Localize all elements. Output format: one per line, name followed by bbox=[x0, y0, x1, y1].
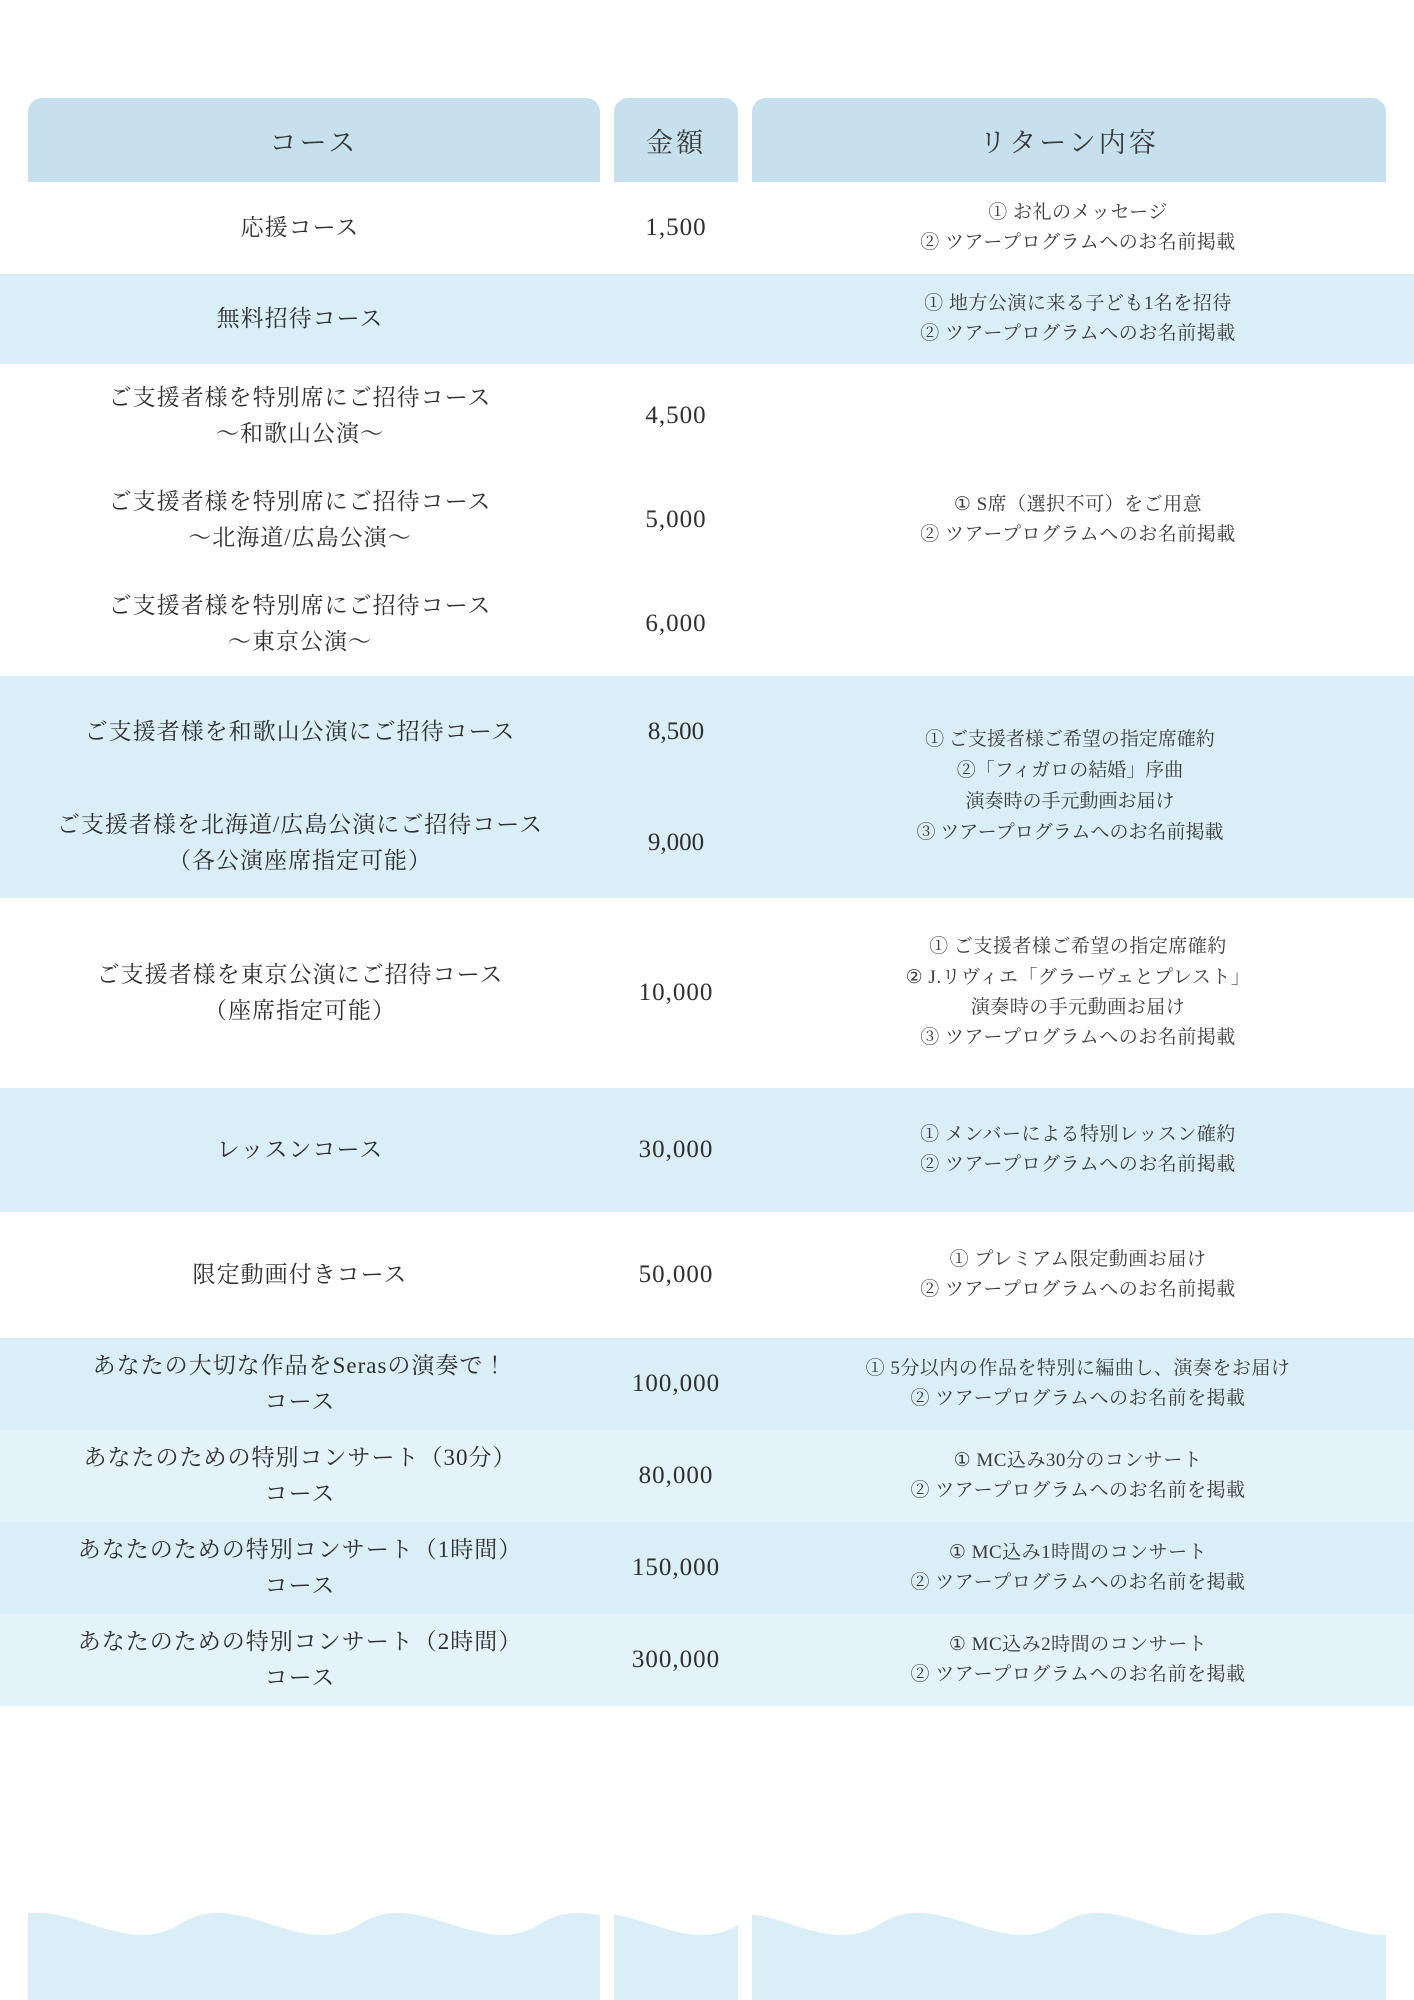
return-line: ① ご支援者様ご希望の指定席確約 bbox=[929, 936, 1227, 958]
return-line: ② ツアープログラムへのお名前掲載 bbox=[920, 232, 1236, 253]
course-label: ご支援者様を特別席にご招待コース bbox=[108, 385, 492, 411]
return-line: ② ツアープログラムへのお名前掲載 bbox=[920, 1154, 1236, 1175]
price-label: 300,000 bbox=[631, 1646, 721, 1673]
group-subrow-price bbox=[600, 787, 752, 898]
return-line: 演奏時の手元動画お届け bbox=[970, 997, 1186, 1018]
course-label: レッスンコース bbox=[216, 1137, 384, 1163]
price-label: 150,000 bbox=[631, 1554, 721, 1581]
row-course bbox=[0, 572, 600, 676]
price-label: 6,000 bbox=[645, 610, 707, 637]
course-label: ご支援者様を東京公演にご招待コース bbox=[96, 962, 504, 988]
table-row bbox=[0, 898, 1414, 1088]
return-line: ② ツアープログラムへのお名前掲載 bbox=[920, 524, 1236, 545]
table-row bbox=[0, 1614, 1414, 1706]
return-line: ③ ツアープログラムへのお名前掲載 bbox=[916, 821, 1224, 843]
group-subrow bbox=[0, 787, 600, 898]
course-label: あなたのための特別コンサート（2時間） bbox=[77, 1629, 523, 1655]
row-return bbox=[752, 274, 1414, 364]
table-row bbox=[0, 1430, 1414, 1522]
course-label: 限定動画付きコース bbox=[192, 1262, 408, 1288]
row-return bbox=[752, 468, 1414, 572]
table-row bbox=[0, 274, 1414, 364]
group-subrow bbox=[0, 676, 600, 787]
row-price bbox=[600, 1088, 752, 1212]
group-return-cell bbox=[752, 676, 1414, 898]
price-label: 100,000 bbox=[631, 1370, 721, 1397]
course-label: 〜東京公演〜 bbox=[228, 629, 372, 654]
return-line: ① ご支援者様ご希望の指定席確約 bbox=[925, 729, 1215, 751]
row-price bbox=[600, 898, 752, 1088]
header-label-price: 金額 bbox=[646, 127, 706, 158]
row-course bbox=[0, 468, 600, 572]
row-course bbox=[0, 1614, 600, 1706]
row-price bbox=[600, 1522, 752, 1614]
row-price bbox=[600, 1614, 752, 1706]
return-line: ① プレミアム限定動画お届け bbox=[949, 1248, 1207, 1270]
row-return bbox=[752, 1430, 1414, 1522]
header-cell-price bbox=[614, 98, 738, 182]
row-price bbox=[600, 182, 752, 274]
return-line: ① MC込み1時間のコンサート bbox=[948, 1541, 1208, 1563]
return-line: ① お礼のメッセージ bbox=[988, 201, 1168, 223]
return-line: ② J.リヴィエ「グラーヴェとプレスト」 bbox=[905, 966, 1251, 988]
table-row bbox=[0, 572, 1414, 676]
price-label: 5,000 bbox=[645, 506, 707, 533]
row-price bbox=[600, 1212, 752, 1338]
row-course bbox=[0, 898, 600, 1088]
table-row bbox=[0, 364, 1414, 468]
return-line: ① MC込み2時間のコンサート bbox=[948, 1633, 1208, 1655]
course-label: （各公演座席指定可能） bbox=[168, 847, 432, 873]
row-price bbox=[600, 1430, 752, 1522]
row-price bbox=[600, 468, 752, 572]
row-course bbox=[0, 1430, 600, 1522]
group-subrow-price bbox=[600, 676, 752, 787]
course-label: あなたのための特別コンサート（1時間） bbox=[77, 1537, 523, 1563]
row-return bbox=[752, 898, 1414, 1088]
price-label: 80,000 bbox=[638, 1462, 714, 1489]
price-label: 4,500 bbox=[645, 402, 707, 429]
row-course bbox=[0, 1338, 600, 1430]
row-course bbox=[0, 1212, 600, 1338]
header-label-course: コース bbox=[269, 127, 359, 158]
course-label: 無料招待コース bbox=[216, 306, 384, 332]
group-price-cell bbox=[600, 676, 752, 898]
return-line: ② ツアープログラムへのお名前を掲載 bbox=[910, 1572, 1246, 1593]
row-course bbox=[0, 364, 600, 468]
row-return bbox=[752, 1212, 1414, 1338]
return-line: ① 地方公演に来る子ども1名を招待 bbox=[924, 292, 1232, 314]
return-line: ② ツアープログラムへのお名前を掲載 bbox=[910, 1388, 1246, 1409]
row-price bbox=[600, 572, 752, 676]
table-row bbox=[0, 1522, 1414, 1614]
row-return bbox=[752, 364, 1414, 468]
course-label: コース bbox=[264, 1665, 336, 1690]
header-cell-return bbox=[752, 98, 1386, 182]
row-return bbox=[752, 1522, 1414, 1614]
price-label: 30,000 bbox=[638, 1136, 714, 1163]
return-line: ② ツアープログラムへのお名前を掲載 bbox=[910, 1480, 1246, 1501]
course-label: ご支援者様を特別席にご招待コース bbox=[108, 593, 492, 619]
course-label: 応援コース bbox=[240, 215, 360, 241]
price-label: 50,000 bbox=[638, 1261, 714, 1288]
row-price bbox=[600, 1338, 752, 1430]
course-label: コース bbox=[264, 1481, 336, 1506]
course-label: コース bbox=[264, 1389, 336, 1414]
table-row bbox=[0, 182, 1414, 274]
course-label: ご支援者様を特別席にご招待コース bbox=[108, 489, 492, 515]
row-return bbox=[752, 1338, 1414, 1430]
price-label: 8,500 bbox=[647, 717, 705, 745]
return-line: ① S席（選択不可）をご用意 bbox=[953, 493, 1203, 515]
course-label: ご支援者様を和歌山公演にご招待コース bbox=[84, 718, 516, 744]
row-price bbox=[600, 274, 752, 364]
return-line: ① 5分以内の作品を特別に編曲し、演奏をお届け bbox=[865, 1357, 1291, 1379]
row-return bbox=[752, 1088, 1414, 1212]
row-course bbox=[0, 1522, 600, 1614]
course-label: （座席指定可能） bbox=[204, 998, 396, 1023]
course-label: 〜和歌山公演〜 bbox=[216, 421, 384, 446]
row-course bbox=[0, 1088, 600, 1212]
return-line: ② ツアープログラムへのお名前掲載 bbox=[920, 323, 1236, 344]
return-line: ① メンバーによる特別レッスン確約 bbox=[920, 1123, 1236, 1145]
price-label: 9,000 bbox=[647, 828, 705, 856]
return-line: ② ツアープログラムへのお名前を掲載 bbox=[910, 1664, 1246, 1685]
return-line: ②「フィガロの結婚」序曲 bbox=[956, 760, 1184, 782]
course-label: ご支援者様を北海道/広島公演にご招待コース bbox=[56, 811, 544, 837]
table-header-row bbox=[0, 0, 1414, 182]
return-line: ① MC込み30分のコンサート bbox=[953, 1449, 1203, 1471]
return-line: ③ ツアープログラムへのお名前掲載 bbox=[920, 1027, 1236, 1049]
row-return bbox=[752, 182, 1414, 274]
header-label-return: リターン内容 bbox=[979, 127, 1159, 158]
price-label: 10,000 bbox=[638, 979, 714, 1006]
return-line: ② ツアープログラムへのお名前掲載 bbox=[920, 1279, 1236, 1300]
header-cell-course bbox=[28, 98, 600, 182]
row-return bbox=[752, 572, 1414, 676]
table-row bbox=[0, 1212, 1414, 1338]
row-course bbox=[0, 274, 600, 364]
course-label: 〜北海道/広島公演〜 bbox=[188, 525, 412, 550]
group-course-cell bbox=[0, 676, 600, 898]
table-row-group-invite bbox=[0, 676, 1414, 898]
table-row bbox=[0, 468, 1414, 572]
course-label: コース bbox=[264, 1573, 336, 1598]
course-label: あなたのための特別コンサート（30分） bbox=[83, 1445, 517, 1471]
row-price bbox=[600, 364, 752, 468]
row-course bbox=[0, 182, 600, 274]
price-label: 1,500 bbox=[645, 214, 707, 241]
table-row bbox=[0, 1338, 1414, 1430]
course-label: あなたの大切な作品をSerasの演奏で！ bbox=[92, 1353, 508, 1379]
table-row bbox=[0, 1088, 1414, 1212]
return-line: 演奏時の手元動画お届け bbox=[965, 791, 1175, 812]
wave-decoration bbox=[0, 1890, 1414, 2000]
row-return bbox=[752, 1614, 1414, 1706]
